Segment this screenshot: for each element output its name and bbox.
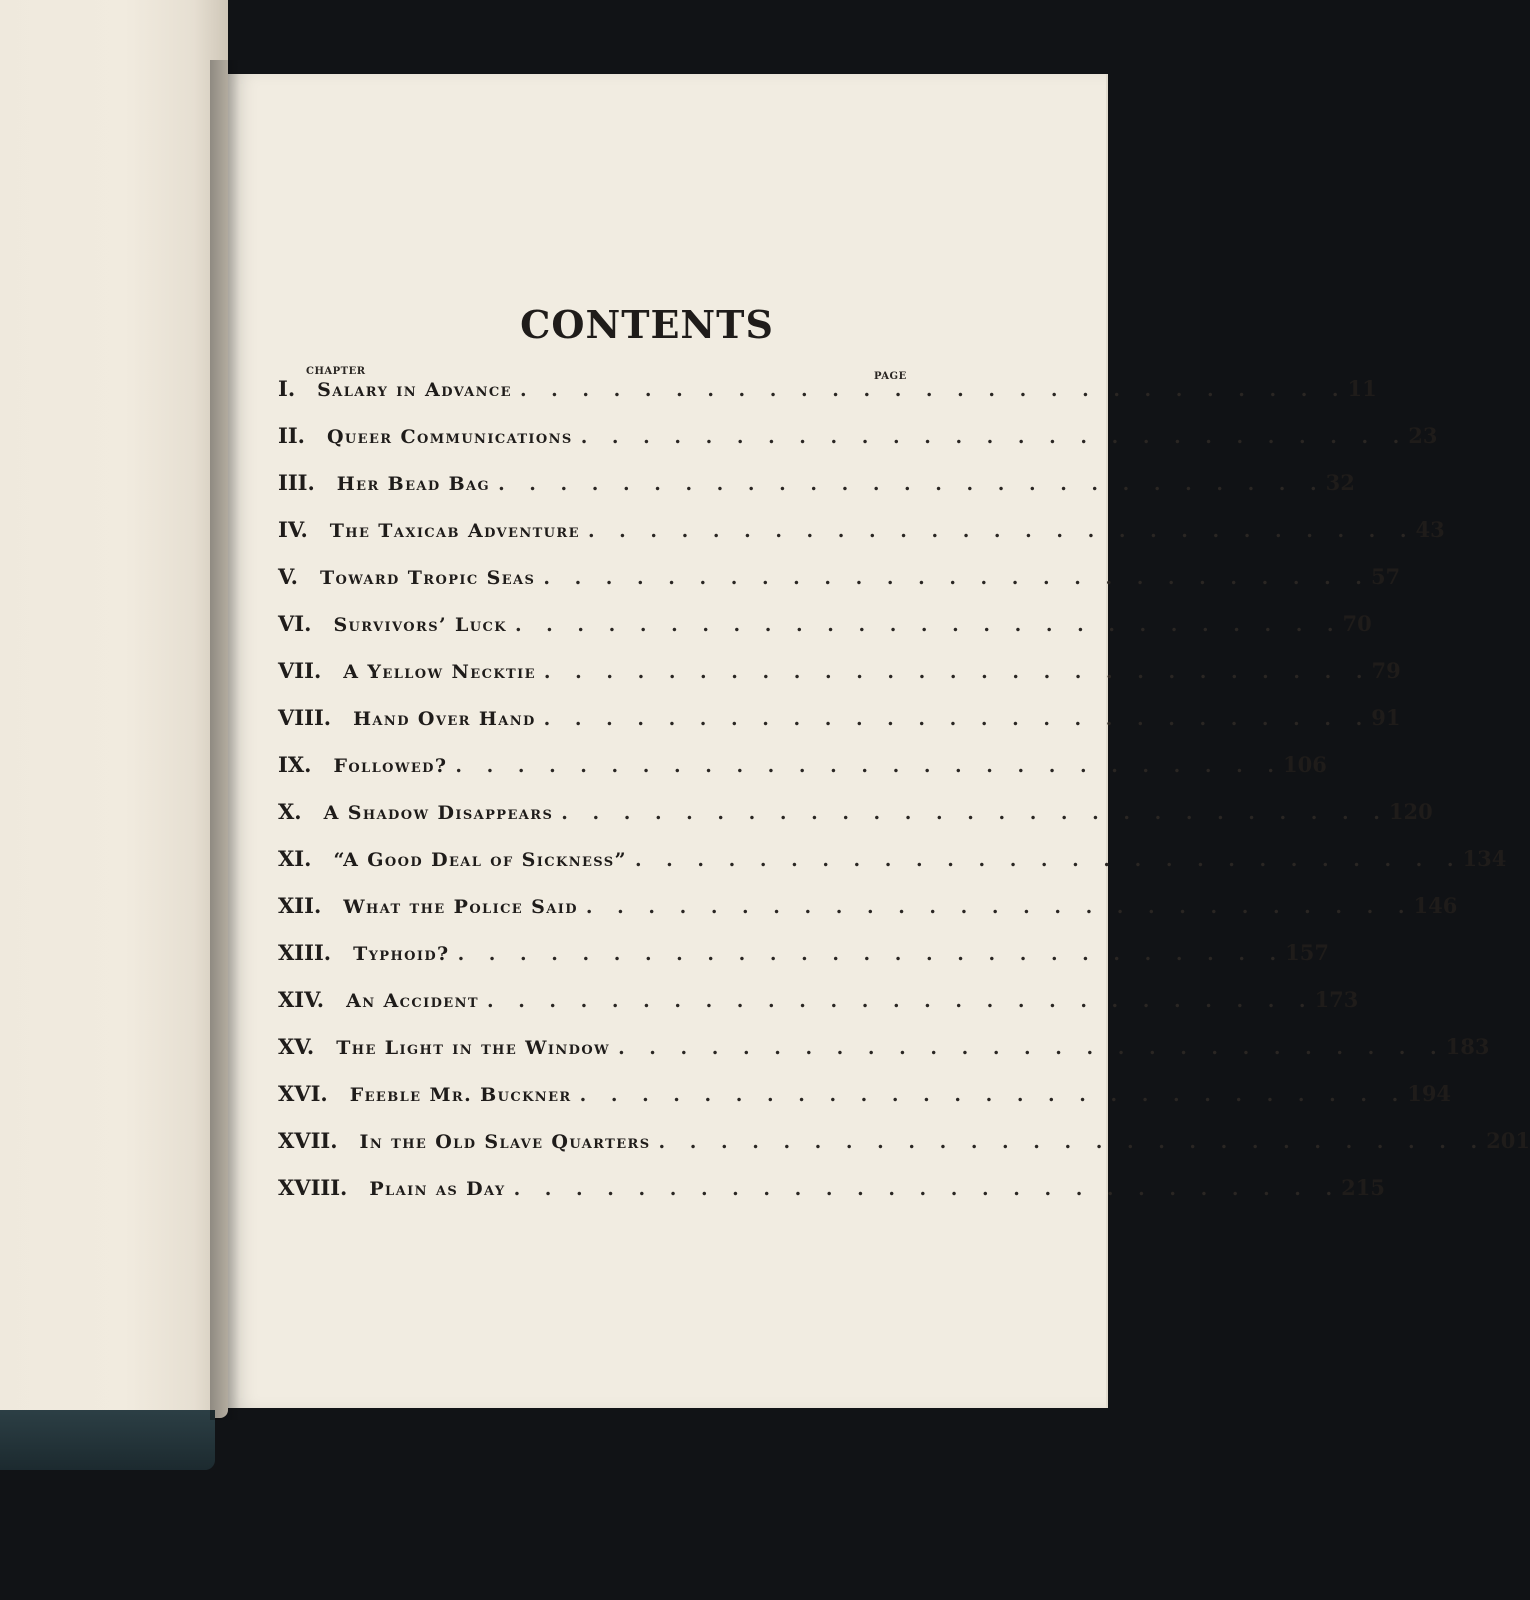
page-number: 70: [1342, 611, 1372, 636]
toc-row: [278, 1128, 1530, 1175]
dot-leader: . . . . . . . . . . . . . . . . . . . . . . . . . . .: [519, 379, 1348, 401]
toc-row: [278, 987, 1359, 1034]
dot-leader: . . . . . . . . . . . . . . . . . . . . . . . . . . .: [457, 943, 1286, 965]
toc-row: [278, 658, 1401, 705]
chapter-column-label: CHAPTER: [306, 366, 366, 377]
page-number: 23: [1408, 423, 1438, 448]
page-number: 134: [1462, 846, 1507, 871]
page-number: 157: [1285, 940, 1330, 965]
dot-leader: . . . . . . . . . . . . . . . . . . . . . . . . . . .: [618, 1037, 1446, 1059]
dot-leader: . . . . . . . . . . . . . . . . . . . . . . . . . . .: [634, 849, 1463, 871]
dot-leader: . . . . . . . . . . . . . . . . . . . . . . . . . . .: [498, 473, 1326, 495]
chapter-title: Plain as Day: [369, 1178, 506, 1200]
chapter-title: Followed?: [333, 755, 448, 777]
chapter-title: Salary in Advance: [317, 379, 512, 401]
chapter-number: VI.: [278, 611, 312, 636]
page-number: 43: [1415, 517, 1445, 542]
toc-row: [278, 752, 1327, 799]
page-number: 57: [1370, 564, 1401, 589]
chapter-number: XIV.: [278, 987, 325, 1012]
toc-row: [278, 1034, 1490, 1081]
page-number: 106: [1282, 752, 1327, 777]
dot-leader: . . . . . . . . . . . . . . . . . . . . . . . . . . .: [585, 896, 1414, 918]
chapter-title: Hand Over Hand: [353, 708, 536, 730]
chapter-number: III.: [278, 470, 315, 495]
page-number: 120: [1388, 799, 1433, 824]
toc-row: [278, 376, 1377, 423]
chapter-number: VIII.: [278, 705, 332, 730]
chapter-title: The Taxicab Adventure: [329, 520, 580, 542]
chapter-title: “A Good Deal of Sickness”: [333, 849, 627, 871]
dot-leader: . . . . . . . . . . . . . . . . . . . . . . . . . . .: [486, 990, 1315, 1012]
toc-row: [278, 1175, 1385, 1222]
toc-row: [278, 423, 1438, 470]
chapter-title: The Light in the Window: [336, 1037, 611, 1059]
chapter-number: XV.: [278, 1034, 315, 1059]
page-number: 194: [1407, 1081, 1452, 1106]
dot-leader: . . . . . . . . . . . . . . . . . . . . . . . . . . .: [658, 1131, 1487, 1153]
chapter-title: In the Old Slave Quarters: [359, 1131, 651, 1153]
chapter-number: II.: [278, 423, 305, 448]
dot-leader: . . . . . . . . . . . . . . . . . . . . . . . . . . .: [543, 661, 1372, 683]
chapter-title: Typhoid?: [353, 943, 450, 965]
chapter-number: IX.: [278, 752, 312, 777]
page-title: CONTENTS: [520, 302, 774, 347]
toc-row: [278, 893, 1458, 940]
dot-leader: . . . . . . . . . . . . . . . . . . . . . . . . . . .: [579, 1084, 1408, 1106]
page-number: 79: [1371, 658, 1401, 683]
chapter-number: XVIII.: [278, 1175, 348, 1200]
chapter-title: A Shadow Disappears: [323, 802, 554, 824]
page-number: 183: [1445, 1034, 1490, 1059]
toc-row: [278, 611, 1372, 658]
chapter-number: VII.: [278, 658, 322, 683]
chapter-number: XII.: [278, 893, 322, 918]
page-number: 201: [1486, 1128, 1530, 1153]
chapter-title: What the Police Said: [343, 896, 578, 918]
dot-leader: . . . . . . . . . . . . . . . . . . . . . . . . . . .: [513, 1178, 1342, 1200]
chapter-title: An Accident: [346, 990, 479, 1012]
toc-row: [278, 1081, 1452, 1128]
toc-row: [278, 470, 1355, 517]
chapter-title: Toward Tropic Seas: [319, 567, 536, 589]
toc-row: [278, 705, 1401, 752]
page-number: 173: [1314, 987, 1359, 1012]
chapter-number: XVI.: [278, 1081, 328, 1106]
chapter-number: V.: [278, 564, 298, 589]
chapter-number: X.: [278, 799, 302, 824]
toc-row: [278, 799, 1433, 846]
chapter-title: A Yellow Necktie: [343, 661, 536, 683]
dot-leader: . . . . . . . . . . . . . . . . . . . . . . . . . . .: [561, 802, 1389, 824]
chapter-number: I.: [278, 376, 296, 401]
page-number: 32: [1325, 470, 1355, 495]
page-number: 11: [1347, 376, 1377, 401]
chapter-title: Her Bead Bag: [336, 473, 491, 495]
dot-leader: . . . . . . . . . . . . . . . . . . . . . . . . . . .: [580, 426, 1409, 448]
left-page: [0, 0, 228, 1418]
dot-leader: . . . . . . . . . . . . . . . . . . . . . . . . . . .: [543, 567, 1371, 589]
page-number: 215: [1341, 1175, 1385, 1200]
chapter-number: XI.: [278, 846, 312, 871]
page-number: 146: [1413, 893, 1458, 918]
book-cover-edge: [0, 1410, 215, 1470]
page-number: 91: [1371, 705, 1401, 730]
chapter-title: Survivors’ Luck: [333, 614, 507, 636]
gutter-shadow: [210, 60, 240, 1420]
page-column-label: PAGE: [874, 371, 907, 382]
chapter-number: XVII.: [278, 1128, 338, 1153]
chapter-number: IV.: [278, 517, 308, 542]
table-of-contents: [278, 376, 1530, 1222]
toc-row: [278, 564, 1401, 611]
toc-row: [278, 517, 1445, 564]
chapter-title: Queer Communications: [326, 426, 573, 448]
dot-leader: . . . . . . . . . . . . . . . . . . . . . . . . . . .: [514, 614, 1343, 636]
chapter-number: XIII.: [278, 940, 332, 965]
toc-row: [278, 846, 1507, 893]
dot-leader: . . . . . . . . . . . . . . . . . . . . . . . . . . .: [455, 755, 1283, 777]
chapter-title: Feeble Mr. Buckner: [349, 1084, 572, 1106]
dot-leader: . . . . . . . . . . . . . . . . . . . . . . . . . . .: [543, 708, 1372, 730]
contents-page: [228, 74, 1530, 1408]
toc-row: [278, 940, 1330, 987]
dot-leader: . . . . . . . . . . . . . . . . . . . . . . . . . . .: [587, 520, 1416, 542]
